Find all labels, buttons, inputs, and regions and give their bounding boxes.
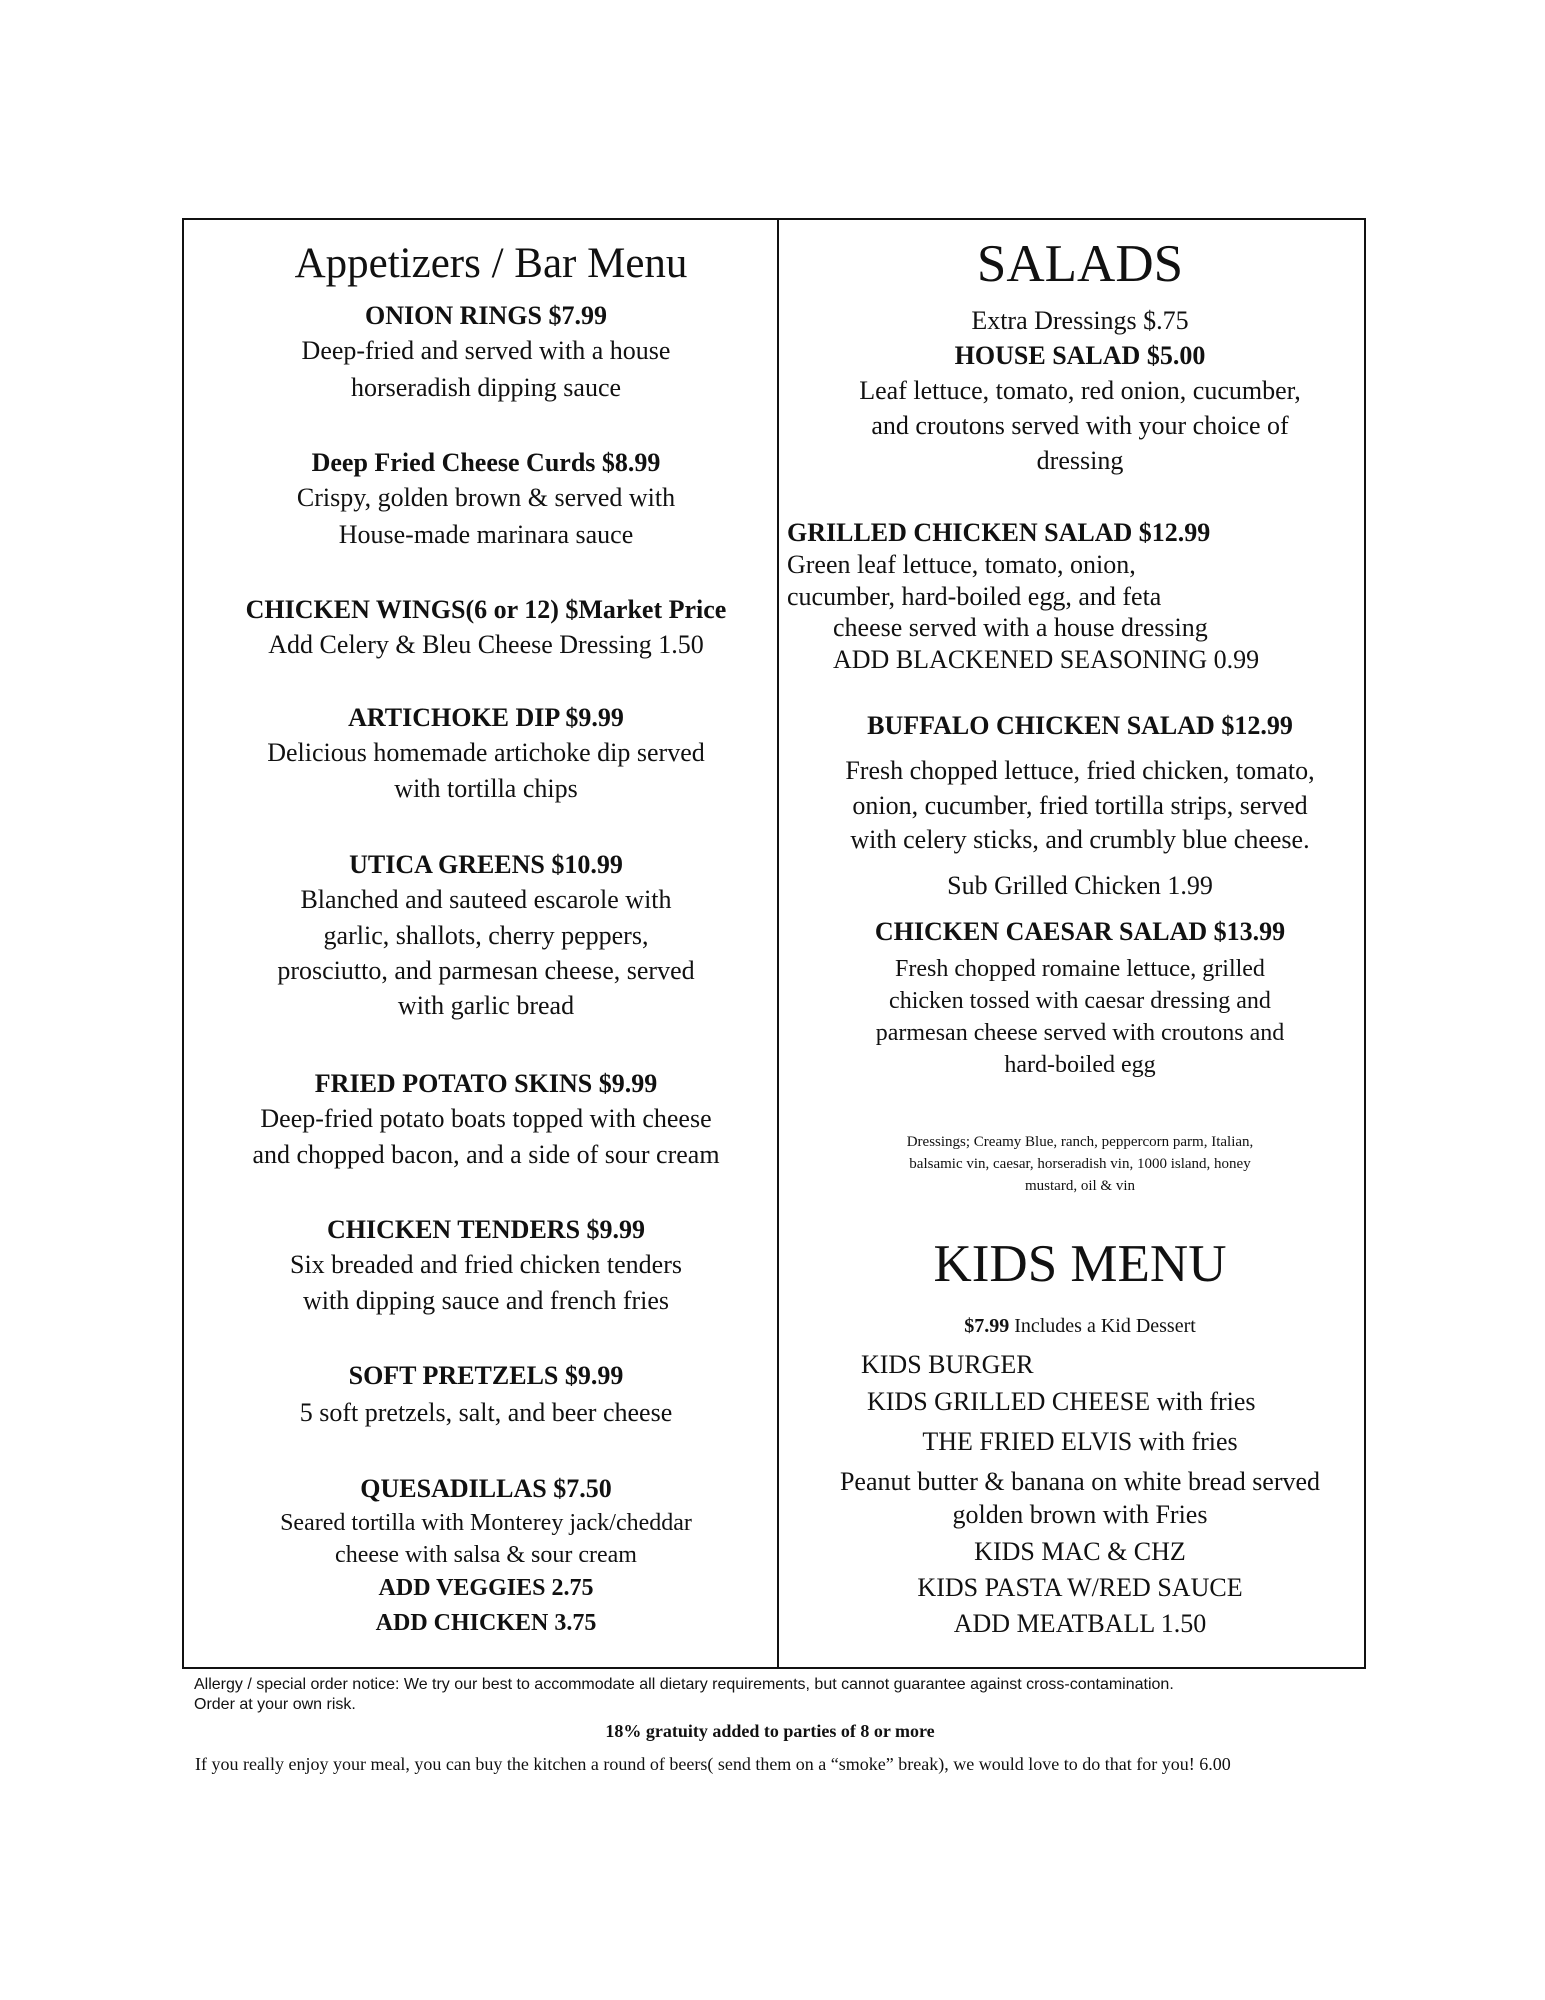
grilled-chicken-salad-name: GRILLED CHICKEN SALAD $12.99 [787,518,1211,547]
kids-item: KIDS PASTA W/RED SAUCE [917,1573,1243,1602]
gratuity-notice: 18% gratuity added to parties of 8 or more [605,1721,935,1741]
item-desc: Delicious homemade artichoke dip served [267,738,705,767]
item-desc: Blanched and sauteed escarole with [300,885,672,914]
kids-price-line [964,1316,1196,1336]
addon-chicken: ADD CHICKEN 3.75 [375,1610,597,1636]
menu-box [182,218,1366,1669]
kids-item: KIDS GRILLED CHEESE with fries [867,1387,1256,1416]
salads-kids-column [777,220,1364,1667]
kids-item: KIDS MAC & CHZ [974,1537,1186,1566]
kids-price: $7.99 [964,1315,1010,1337]
item-desc: with tortilla chips [394,774,578,803]
item-desc: Crispy, golden brown & served with [296,483,676,512]
item-desc: with dipping sauce and french fries [302,1286,670,1315]
item-desc: Add Celery & Bleu Cheese Dressing 1.50 [268,630,704,659]
item-desc: with celery sticks, and crumbly blue cheese. [850,825,1310,854]
item-desc: Green leaf lettuce, tomato, onion, [787,550,1136,579]
house-salad-name: HOUSE SALAD $5.00 [954,341,1206,370]
kids-price-note: Includes a Kid Dessert [1009,1315,1196,1337]
item-name-potato-skins: FRIED POTATO SKINS $9.99 [314,1069,658,1098]
item-desc: Fresh chopped lettuce, fried chicken, tomato, [845,756,1315,785]
item-desc: Fresh chopped romaine lettuce, grilled [895,956,1265,982]
item-desc: horseradish dipping sauce [350,373,622,402]
item-desc: Deep-fried potato boats topped with cheese [260,1104,712,1133]
item-name-utica-greens: UTICA GREENS $10.99 [349,850,623,879]
item-desc: cheese with salsa & sour cream [335,1542,637,1568]
kids-item: THE FRIED ELVIS with fries [922,1427,1238,1456]
item-desc: Seared tortilla with Monterey jack/cheddar [280,1510,692,1536]
kitchen-beers-note: If you really enjoy your meal, you can buy the kitchen a round of beers( send them on a “smoke” break), we would love to do that for you! 6.00 [195,1754,1231,1774]
item-name-soft-pretzels: SOFT PRETZELS $9.99 [348,1361,624,1390]
dressings-list: mustard, oil & vin [1025,1178,1135,1194]
item-desc: Six breaded and fried chicken tenders [289,1250,683,1279]
item-desc: 5 soft pretzels, salt, and beer cheese [299,1398,673,1427]
dressings-list: balsamic vin, caesar, horseradish vin, 1000 island, honey [909,1156,1251,1172]
item-name-cheese-curds: Deep Fried Cheese Curds $8.99 [311,448,661,477]
item-desc: prosciutto, and parmesan cheese, served [277,956,695,985]
item-name-chicken-wings: CHICKEN WINGS(6 or 12) $Market Price [245,595,727,624]
item-desc: cheese served with a house dressing [833,613,1208,642]
item-desc: onion, cucumber, fried tortilla strips, served [852,791,1308,820]
salads-heading: SALADS [976,235,1184,293]
kids-item: Peanut butter & banana on white bread served [839,1467,1321,1496]
item-desc: with garlic bread [397,991,575,1020]
allergy-notice: Order at your own risk. [194,1696,356,1713]
allergy-notice: Allergy / special order notice: We try our best to accommodate all dietary requirements, but cannot guarantee against cross-contamination. [194,1676,1174,1693]
item-desc: cucumber, hard-boiled egg, and feta [787,582,1162,611]
item-name-onion-rings: ONION RINGS $7.99 [365,301,607,330]
buffalo-chicken-salad-name: BUFFALO CHICKEN SALAD $12.99 [867,711,1293,740]
appetizers-column [184,220,779,1667]
item-desc: and croutons served with your choice of [871,411,1289,440]
dressings-list: Dressings; Creamy Blue, ranch, peppercorn parm, Italian, [906,1134,1254,1150]
item-desc: chicken tossed with caesar dressing and [889,988,1271,1014]
item-desc: garlic, shallots, cherry peppers, [323,921,649,950]
item-name-chicken-tenders: CHICKEN TENDERS $9.99 [326,1215,646,1244]
item-desc: House-made marinara sauce [338,520,634,549]
extra-dressings: Extra Dressings $.75 [971,306,1189,335]
item-name-quesadillas: QUESADILLAS $7.50 [360,1474,612,1503]
item-desc: hard-boiled egg [1004,1052,1156,1078]
item-name-artichoke-dip: ARTICHOKE DIP $9.99 [348,703,624,732]
kids-item: KIDS BURGER [861,1350,1034,1379]
item-desc: dressing [1036,446,1124,475]
kids-item: ADD MEATBALL 1.50 [953,1609,1207,1638]
kids-menu-heading: KIDS MENU [933,1235,1227,1293]
item-desc: and chopped bacon, and a side of sour cream [252,1140,720,1169]
caesar-salad-name: CHICKEN CAESAR SALAD $13.99 [874,917,1286,946]
kids-item: golden brown with Fries [952,1500,1208,1529]
addon-sub-grilled: Sub Grilled Chicken 1.99 [947,871,1213,900]
addon-blackened: ADD BLACKENED SEASONING 0.99 [833,645,1260,674]
item-desc: parmesan cheese served with croutons and [875,1020,1285,1046]
item-desc: Leaf lettuce, tomato, red onion, cucumber, [859,376,1301,405]
appetizers-heading: Appetizers / Bar Menu [294,240,688,287]
addon-veggies: ADD VEGGIES 2.75 [378,1575,594,1601]
item-desc: Deep-fried and served with a house [301,336,671,365]
